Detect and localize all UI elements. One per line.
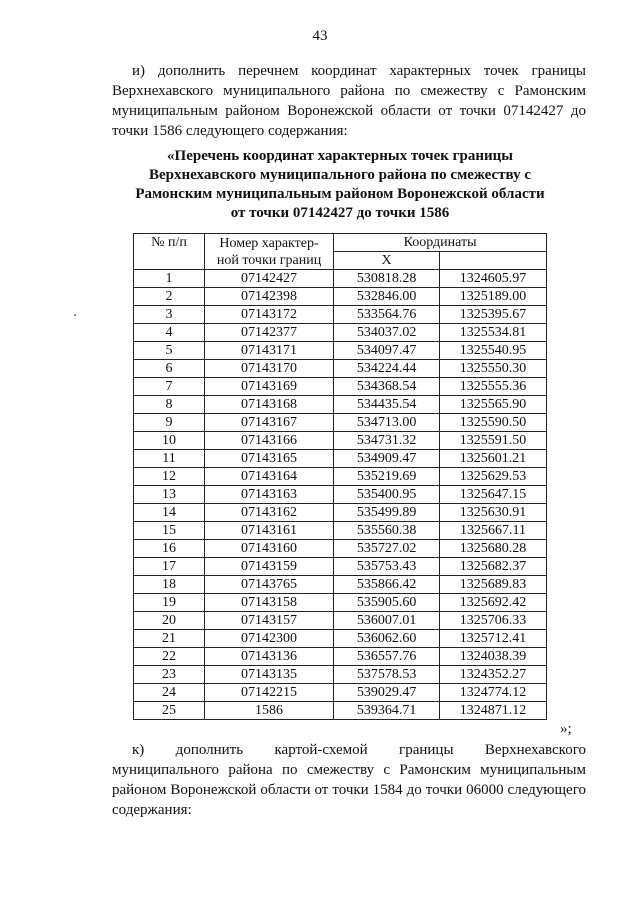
cell-row-number: 8 xyxy=(134,396,205,414)
table-heading xyxy=(100,147,580,223)
table-row xyxy=(134,540,547,558)
table-body xyxy=(134,270,547,720)
cell-point-number: 07143765 xyxy=(204,576,333,594)
cell-row-number: 21 xyxy=(134,630,205,648)
table-row xyxy=(134,684,547,702)
cell-row-number: 7 xyxy=(134,378,205,396)
cell-x: 534731.32 xyxy=(334,432,440,450)
header-point-number xyxy=(204,234,333,270)
table-row xyxy=(134,360,547,378)
cell-point-number: 07143166 xyxy=(204,432,333,450)
cell-point-number: 07143159 xyxy=(204,558,333,576)
cell-y: 1325601.21 xyxy=(440,450,547,468)
cell-point-number: 07143170 xyxy=(204,360,333,378)
cell-x: 539029.47 xyxy=(334,684,440,702)
cell-row-number: 20 xyxy=(134,612,205,630)
cell-row-number: 5 xyxy=(134,342,205,360)
cell-y: 1325647.15 xyxy=(440,486,547,504)
table-row xyxy=(134,468,547,486)
cell-row-number: 4 xyxy=(134,324,205,342)
paragraph-i: и) дополнить перечнем координат характерных точек границы Верхнехавского муниципального района по смежеству с Рамонским муниципальным районом Воронежской области от точки 07142427 до точки 1586 следующего содержания: xyxy=(112,63,586,139)
table-row xyxy=(134,378,547,396)
cell-y: 1324871.12 xyxy=(440,702,547,720)
cell-point-number: 07143158 xyxy=(204,594,333,612)
table-row xyxy=(134,396,547,414)
heading-line-4: от точки 07142427 до точки 1586 xyxy=(230,205,450,221)
cell-point-number: 07143169 xyxy=(204,378,333,396)
cell-y: 1325712.41 xyxy=(440,630,547,648)
cell-x: 533564.76 xyxy=(334,306,440,324)
cell-x: 535905.60 xyxy=(334,594,440,612)
cell-point-number: 07143163 xyxy=(204,486,333,504)
cell-point-number: 07143171 xyxy=(204,342,333,360)
cell-x: 535866.42 xyxy=(334,576,440,594)
cell-x: 536007.01 xyxy=(334,612,440,630)
table-row xyxy=(134,702,547,720)
table-row xyxy=(134,558,547,576)
cell-x: 534368.54 xyxy=(334,378,440,396)
coordinates-table xyxy=(133,233,547,720)
cell-x: 534713.00 xyxy=(334,414,440,432)
cell-row-number: 3 xyxy=(134,306,205,324)
cell-y: 1325629.53 xyxy=(440,468,547,486)
table-row xyxy=(134,270,547,288)
cell-y: 1325680.28 xyxy=(440,540,547,558)
cell-point-number: 07143162 xyxy=(204,504,333,522)
cell-y: 1325692.42 xyxy=(440,594,547,612)
cell-y: 1325555.36 xyxy=(440,378,547,396)
cell-x: 534909.47 xyxy=(334,450,440,468)
header-y xyxy=(440,252,547,270)
cell-y: 1325682.37 xyxy=(440,558,547,576)
table-row xyxy=(134,486,547,504)
cell-x: 535400.95 xyxy=(334,486,440,504)
cell-x: 530818.28 xyxy=(334,270,440,288)
cell-row-number: 13 xyxy=(134,486,205,504)
cell-y: 1325189.00 xyxy=(440,288,547,306)
cell-row-number: 14 xyxy=(134,504,205,522)
table-row xyxy=(134,504,547,522)
header-row-number: № п/п xyxy=(134,234,205,270)
cell-row-number: 18 xyxy=(134,576,205,594)
cell-x: 534097.47 xyxy=(334,342,440,360)
cell-x: 532846.00 xyxy=(334,288,440,306)
cell-x: 539364.71 xyxy=(334,702,440,720)
table-row xyxy=(134,324,547,342)
table-row xyxy=(134,594,547,612)
cell-x: 537578.53 xyxy=(334,666,440,684)
cell-x: 534435.54 xyxy=(334,396,440,414)
cell-y: 1325630.91 xyxy=(440,504,547,522)
cell-point-number: 07143160 xyxy=(204,540,333,558)
cell-row-number: 19 xyxy=(134,594,205,612)
cell-x: 536062.60 xyxy=(334,630,440,648)
cell-y: 1325395.67 xyxy=(440,306,547,324)
cell-point-number: 07143172 xyxy=(204,306,333,324)
cell-point-number: 07143168 xyxy=(204,396,333,414)
cell-y: 1324038.39 xyxy=(440,648,547,666)
header-x: X xyxy=(334,252,440,270)
heading-line-3: Рамонским муниципальным районом Воронежской области xyxy=(135,186,545,202)
table-row xyxy=(134,666,547,684)
table-row xyxy=(134,432,547,450)
cell-row-number: 23 xyxy=(134,666,205,684)
cell-x: 535560.38 xyxy=(334,522,440,540)
cell-row-number: 24 xyxy=(134,684,205,702)
cell-y: 1325590.50 xyxy=(440,414,547,432)
cell-y: 1324605.97 xyxy=(440,270,547,288)
table-row xyxy=(134,630,547,648)
cell-x: 535727.02 xyxy=(334,540,440,558)
paragraph-k: к) дополнить картой-схемой границы Верхнехавского муниципального района по смежеству с Рамонским муниципальным районом Воронежской области от точки 1584 до точки 06000 следующего содержания: xyxy=(112,742,586,818)
cell-row-number: 10 xyxy=(134,432,205,450)
cell-row-number: 1 xyxy=(134,270,205,288)
cell-y: 1324352.27 xyxy=(440,666,547,684)
cell-x: 535753.43 xyxy=(334,558,440,576)
cell-row-number: 22 xyxy=(134,648,205,666)
cell-x: 535219.69 xyxy=(334,468,440,486)
cell-y: 1325591.50 xyxy=(440,432,547,450)
cell-x: 534224.44 xyxy=(334,360,440,378)
cell-y: 1325550.30 xyxy=(440,360,547,378)
heading-line-2: Верхнехавского муниципального района по смежеству с xyxy=(149,167,531,183)
cell-point-number: 07143164 xyxy=(204,468,333,486)
cell-point-number: 07143136 xyxy=(204,648,333,666)
header-point-line-2: ной точки границ xyxy=(216,252,322,268)
cell-y: 1324774.12 xyxy=(440,684,547,702)
cell-point-number: 07143135 xyxy=(204,666,333,684)
cell-y: 1325706.33 xyxy=(440,612,547,630)
cell-y: 1325534.81 xyxy=(440,324,547,342)
closing-mark: »; xyxy=(560,721,572,737)
cell-row-number: 17 xyxy=(134,558,205,576)
cell-row-number: 16 xyxy=(134,540,205,558)
cell-point-number: 07142427 xyxy=(204,270,333,288)
cell-row-number: 6 xyxy=(134,360,205,378)
heading-line-1: «Перечень координат характерных точек границы xyxy=(167,148,513,164)
header-point-line-1: Номер характер- xyxy=(219,235,319,251)
cell-point-number: 07143165 xyxy=(204,450,333,468)
cell-y: 1325667.11 xyxy=(440,522,547,540)
table-row xyxy=(134,522,547,540)
cell-y: 1325540.95 xyxy=(440,342,547,360)
table-row xyxy=(134,414,547,432)
cell-y: 1325689.83 xyxy=(440,576,547,594)
cell-point-number: 07142215 xyxy=(204,684,333,702)
header-coordinates: Координаты xyxy=(334,234,547,252)
page-number: 43 xyxy=(312,28,328,44)
table-row xyxy=(134,342,547,360)
cell-row-number: 9 xyxy=(134,414,205,432)
table-row xyxy=(134,648,547,666)
cell-point-number: 1586 xyxy=(204,702,333,720)
cell-x: 535499.89 xyxy=(334,504,440,522)
cell-point-number: 07143167 xyxy=(204,414,333,432)
cell-x: 534037.02 xyxy=(334,324,440,342)
scan-speck xyxy=(74,314,76,316)
cell-point-number: 07142300 xyxy=(204,630,333,648)
cell-point-number: 07142398 xyxy=(204,288,333,306)
cell-point-number: 07143161 xyxy=(204,522,333,540)
cell-row-number: 11 xyxy=(134,450,205,468)
cell-point-number: 07142377 xyxy=(204,324,333,342)
cell-x: 536557.76 xyxy=(334,648,440,666)
table-row xyxy=(134,450,547,468)
cell-y: 1325565.90 xyxy=(440,396,547,414)
cell-row-number: 25 xyxy=(134,702,205,720)
cell-row-number: 15 xyxy=(134,522,205,540)
table-row xyxy=(134,306,547,324)
table-row xyxy=(134,576,547,594)
table-row xyxy=(134,288,547,306)
table-row xyxy=(134,612,547,630)
cell-row-number: 12 xyxy=(134,468,205,486)
cell-row-number: 2 xyxy=(134,288,205,306)
cell-point-number: 07143157 xyxy=(204,612,333,630)
